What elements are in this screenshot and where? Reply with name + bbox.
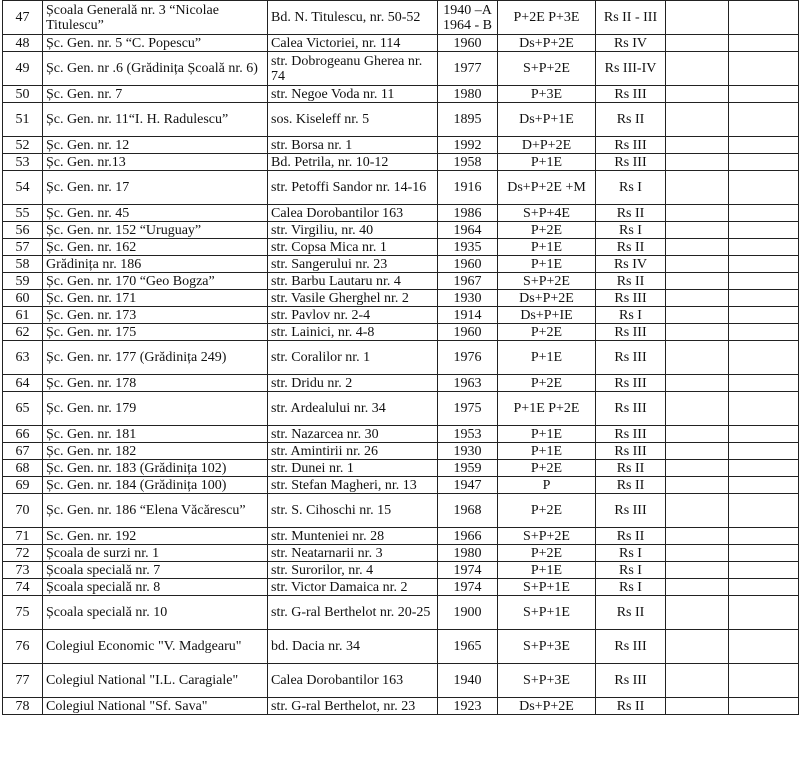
address-cell: str. Nazarcea nr. 30 — [268, 426, 438, 443]
empty-cell — [666, 52, 729, 86]
empty-cell — [666, 630, 729, 664]
school-name-cell: Șc. Gen. nr. 5 “C. Popescu” — [43, 35, 268, 52]
empty-cell — [666, 256, 729, 273]
table-row — [3, 528, 799, 545]
seismic-risk-class-cell: Rs III — [596, 630, 666, 664]
row-number-cell: 69 — [3, 477, 43, 494]
row-number-cell: 70 — [3, 494, 43, 528]
empty-cell — [729, 477, 799, 494]
address-cell: str. Ardealului nr. 34 — [268, 392, 438, 426]
building-structure-cell: P+2E — [498, 375, 596, 392]
address-cell: str. G-ral Berthelot, nr. 23 — [268, 698, 438, 715]
school-name-cell: Șc. Gen. nr. 171 — [43, 290, 268, 307]
building-structure-cell: S+P+1E — [498, 579, 596, 596]
empty-cell — [729, 290, 799, 307]
building-structure-cell: P+2E — [498, 460, 596, 477]
seismic-risk-class-cell: Rs II — [596, 698, 666, 715]
empty-cell — [729, 307, 799, 324]
table-row — [3, 392, 799, 426]
construction-year-cell: 1960 — [438, 324, 498, 341]
address-cell: str. Dunei nr. 1 — [268, 460, 438, 477]
seismic-risk-class-cell: Rs III — [596, 154, 666, 171]
seismic-risk-class-cell: Rs II — [596, 528, 666, 545]
seismic-risk-class-cell: Rs I — [596, 545, 666, 562]
table-row — [3, 1, 799, 35]
building-structure-cell: Ds+P+IE — [498, 307, 596, 324]
address-cell: str. Vasile Gherghel nr. 2 — [268, 290, 438, 307]
address-cell: str. Neatarnarii nr. 3 — [268, 545, 438, 562]
address-cell: str. Victor Damaica nr. 2 — [268, 579, 438, 596]
table-row — [3, 562, 799, 579]
empty-cell — [729, 528, 799, 545]
construction-year-cell: 1923 — [438, 698, 498, 715]
school-name-cell: Șc. Gen. nr. 177 (Grădinița 249) — [43, 341, 268, 375]
building-structure-cell: P+1E — [498, 341, 596, 375]
empty-cell — [729, 579, 799, 596]
building-structure-cell: P+1E — [498, 239, 596, 256]
empty-cell — [729, 392, 799, 426]
school-name-cell: Colegiul Economic "V. Madgearu" — [43, 630, 268, 664]
school-name-cell: Șc. Gen. nr. 170 “Geo Bogza” — [43, 273, 268, 290]
construction-year-cell: 1960 — [438, 35, 498, 52]
building-structure-cell: S+P+3E — [498, 664, 596, 698]
address-cell: str. Virgiliu, nr. 40 — [268, 222, 438, 239]
seismic-risk-class-cell: Rs II — [596, 460, 666, 477]
empty-cell — [729, 324, 799, 341]
school-name-cell: Școala specială nr. 10 — [43, 596, 268, 630]
seismic-risk-class-cell: Rs I — [596, 171, 666, 205]
construction-year-cell: 1959 — [438, 460, 498, 477]
address-cell: str. S. Cihoschi nr. 15 — [268, 494, 438, 528]
empty-cell — [729, 545, 799, 562]
address-cell: Calea Dorobantilor 163 — [268, 664, 438, 698]
empty-cell — [729, 171, 799, 205]
construction-year-cell: 1986 — [438, 205, 498, 222]
school-name-cell: Șc. Gen. nr. 11“I. H. Radulescu” — [43, 103, 268, 137]
building-structure-cell: P+1E — [498, 426, 596, 443]
seismic-risk-class-cell: Rs II — [596, 596, 666, 630]
table-row — [3, 426, 799, 443]
school-name-cell: Colegiul National "Sf. Sava" — [43, 698, 268, 715]
building-structure-cell: Ds+P+2E — [498, 698, 596, 715]
table-row — [3, 35, 799, 52]
construction-year-cell: 1930 — [438, 443, 498, 460]
school-name-cell: Șc. Gen. nr. 173 — [43, 307, 268, 324]
address-cell: Calea Dorobantilor 163 — [268, 205, 438, 222]
construction-year-cell: 1940 — [438, 664, 498, 698]
school-name-cell: Șc. Gen. nr.13 — [43, 154, 268, 171]
construction-year-cell: 1900 — [438, 596, 498, 630]
school-name-cell: Sc. Gen. nr. 192 — [43, 528, 268, 545]
seismic-risk-class-cell: Rs II — [596, 103, 666, 137]
address-cell: str. Copsa Mica nr. 1 — [268, 239, 438, 256]
row-number-cell: 47 — [3, 1, 43, 35]
table-row — [3, 341, 799, 375]
address-cell: str. Borsa nr. 1 — [268, 137, 438, 154]
table-row — [3, 443, 799, 460]
building-structure-cell: P+1E — [498, 443, 596, 460]
empty-cell — [729, 154, 799, 171]
row-number-cell: 66 — [3, 426, 43, 443]
seismic-risk-class-cell: Rs III — [596, 375, 666, 392]
construction-year-cell: 1964 — [438, 222, 498, 239]
construction-year-cell: 1976 — [438, 341, 498, 375]
seismic-risk-class-cell: Rs IV — [596, 256, 666, 273]
building-structure-cell: Ds+P+2E — [498, 35, 596, 52]
building-structure-cell: P+2E — [498, 494, 596, 528]
table-row — [3, 103, 799, 137]
row-number-cell: 75 — [3, 596, 43, 630]
empty-cell — [729, 273, 799, 290]
empty-cell — [666, 528, 729, 545]
address-cell: str. Dobrogeanu Gherea nr. 74 — [268, 52, 438, 86]
table-row — [3, 596, 799, 630]
empty-cell — [666, 290, 729, 307]
table-row — [3, 154, 799, 171]
seismic-risk-class-cell: Rs II — [596, 273, 666, 290]
school-name-cell: Șc. Gen. nr. 179 — [43, 392, 268, 426]
seismic-risk-class-cell: Rs III — [596, 494, 666, 528]
empty-cell — [666, 596, 729, 630]
empty-cell — [729, 103, 799, 137]
row-number-cell: 77 — [3, 664, 43, 698]
empty-cell — [666, 86, 729, 103]
empty-cell — [729, 205, 799, 222]
address-cell: Calea Victoriei, nr. 114 — [268, 35, 438, 52]
school-name-cell: Școala specială nr. 8 — [43, 579, 268, 596]
address-cell: str. Amintirii nr. 26 — [268, 443, 438, 460]
row-number-cell: 60 — [3, 290, 43, 307]
building-structure-cell: P+1E P+2E — [498, 392, 596, 426]
building-structure-cell: Ds+P+1E — [498, 103, 596, 137]
construction-year-cell: 1974 — [438, 562, 498, 579]
empty-cell — [729, 494, 799, 528]
seismic-risk-class-cell: Rs III — [596, 664, 666, 698]
empty-cell — [666, 324, 729, 341]
address-cell: str. Lainici, nr. 4-8 — [268, 324, 438, 341]
empty-cell — [666, 477, 729, 494]
construction-year-cell: 1935 — [438, 239, 498, 256]
school-name-cell: Șc. Gen. nr. 162 — [43, 239, 268, 256]
building-structure-cell: S+P+2E — [498, 52, 596, 86]
empty-cell — [666, 460, 729, 477]
table-row — [3, 86, 799, 103]
seismic-risk-class-cell: Rs III — [596, 392, 666, 426]
table-row — [3, 307, 799, 324]
construction-year-cell: 1963 — [438, 375, 498, 392]
row-number-cell: 59 — [3, 273, 43, 290]
school-name-cell: Șc. Gen. nr. 181 — [43, 426, 268, 443]
row-number-cell: 50 — [3, 86, 43, 103]
empty-cell — [666, 205, 729, 222]
empty-cell — [666, 698, 729, 715]
row-number-cell: 52 — [3, 137, 43, 154]
seismic-risk-class-cell: Rs II — [596, 205, 666, 222]
table-row — [3, 171, 799, 205]
school-name-cell: Șc. Gen. nr. 186 “Elena Văcărescu” — [43, 494, 268, 528]
building-structure-cell: D+P+2E — [498, 137, 596, 154]
address-cell: sos. Kiseleff nr. 5 — [268, 103, 438, 137]
row-number-cell: 63 — [3, 341, 43, 375]
empty-cell — [729, 630, 799, 664]
seismic-risk-class-cell: Rs III — [596, 426, 666, 443]
construction-year-cell: 1930 — [438, 290, 498, 307]
seismic-risk-class-cell: Rs I — [596, 562, 666, 579]
school-name-cell: Șc. Gen. nr. 178 — [43, 375, 268, 392]
seismic-risk-class-cell: Rs I — [596, 307, 666, 324]
empty-cell — [729, 426, 799, 443]
school-name-cell: Școala Generală nr. 3 “Nicolae Titulescu” — [43, 1, 268, 35]
table-body — [3, 1, 799, 715]
table-row — [3, 273, 799, 290]
seismic-risk-class-cell: Rs III — [596, 324, 666, 341]
construction-year-cell: 1966 — [438, 528, 498, 545]
table-row — [3, 375, 799, 392]
empty-cell — [729, 137, 799, 154]
empty-cell — [729, 222, 799, 239]
address-cell: str. Stefan Magheri, nr. 13 — [268, 477, 438, 494]
table-row — [3, 545, 799, 562]
building-structure-cell: S+P+1E — [498, 596, 596, 630]
empty-cell — [666, 426, 729, 443]
empty-cell — [729, 86, 799, 103]
empty-cell — [666, 171, 729, 205]
seismic-risk-class-cell: Rs IV — [596, 35, 666, 52]
row-number-cell: 51 — [3, 103, 43, 137]
row-number-cell: 76 — [3, 630, 43, 664]
row-number-cell: 65 — [3, 392, 43, 426]
seismic-risk-class-cell: Rs III-IV — [596, 52, 666, 86]
building-structure-cell: P+2E P+3E — [498, 1, 596, 35]
address-cell: str. Petoffi Sandor nr. 14-16 — [268, 171, 438, 205]
row-number-cell: 56 — [3, 222, 43, 239]
school-name-cell: Școala specială nr. 7 — [43, 562, 268, 579]
empty-cell — [666, 273, 729, 290]
table-row — [3, 460, 799, 477]
schools-seismic-risk-table — [2, 0, 799, 715]
address-cell: str. Barbu Lautaru nr. 4 — [268, 273, 438, 290]
empty-cell — [729, 35, 799, 52]
building-structure-cell: S+P+2E — [498, 528, 596, 545]
empty-cell — [666, 341, 729, 375]
empty-cell — [666, 545, 729, 562]
building-structure-cell: P+1E — [498, 154, 596, 171]
construction-year-cell: 1992 — [438, 137, 498, 154]
address-cell: str. Pavlov nr. 2-4 — [268, 307, 438, 324]
building-structure-cell: Ds+P+2E +M — [498, 171, 596, 205]
school-name-cell: Colegiul National "I.L. Caragiale" — [43, 664, 268, 698]
empty-cell — [666, 443, 729, 460]
building-structure-cell: P+2E — [498, 545, 596, 562]
row-number-cell: 71 — [3, 528, 43, 545]
construction-year-cell: 1916 — [438, 171, 498, 205]
building-structure-cell: S+P+2E — [498, 273, 596, 290]
row-number-cell: 55 — [3, 205, 43, 222]
seismic-risk-class-cell: Rs II — [596, 477, 666, 494]
empty-cell — [666, 579, 729, 596]
row-number-cell: 58 — [3, 256, 43, 273]
school-name-cell: Șc. Gen. nr. 12 — [43, 137, 268, 154]
table-row — [3, 239, 799, 256]
table-row — [3, 256, 799, 273]
row-number-cell: 62 — [3, 324, 43, 341]
empty-cell — [729, 256, 799, 273]
empty-cell — [666, 375, 729, 392]
row-number-cell: 54 — [3, 171, 43, 205]
empty-cell — [666, 103, 729, 137]
seismic-risk-class-cell: Rs III — [596, 341, 666, 375]
address-cell: Bd. Petrila, nr. 10-12 — [268, 154, 438, 171]
address-cell: str. G-ral Berthelot nr. 20-25 — [268, 596, 438, 630]
empty-cell — [729, 562, 799, 579]
seismic-risk-class-cell: Rs III — [596, 86, 666, 103]
empty-cell — [729, 664, 799, 698]
row-number-cell: 73 — [3, 562, 43, 579]
address-cell: str. Negoe Voda nr. 11 — [268, 86, 438, 103]
seismic-risk-class-cell: Rs II — [596, 239, 666, 256]
building-structure-cell: S+P+3E — [498, 630, 596, 664]
empty-cell — [729, 239, 799, 256]
construction-year-cell: 1947 — [438, 477, 498, 494]
construction-year-cell: 1960 — [438, 256, 498, 273]
empty-cell — [666, 392, 729, 426]
building-structure-cell: P+1E — [498, 256, 596, 273]
empty-cell — [729, 443, 799, 460]
table-row — [3, 290, 799, 307]
seismic-risk-class-cell: Rs II - III — [596, 1, 666, 35]
construction-year-cell: 1940 –A 1964 - B — [438, 1, 498, 35]
row-number-cell: 48 — [3, 35, 43, 52]
empty-cell — [729, 1, 799, 35]
row-number-cell: 74 — [3, 579, 43, 596]
row-number-cell: 78 — [3, 698, 43, 715]
table-row — [3, 494, 799, 528]
building-structure-cell: P — [498, 477, 596, 494]
school-name-cell: Șc. Gen. nr. 182 — [43, 443, 268, 460]
construction-year-cell: 1975 — [438, 392, 498, 426]
building-structure-cell: P+1E — [498, 562, 596, 579]
school-name-cell: Șc. Gen. nr. 175 — [43, 324, 268, 341]
school-name-cell: Școala de surzi nr. 1 — [43, 545, 268, 562]
school-name-cell: Șc. Gen. nr. 152 “Uruguay” — [43, 222, 268, 239]
seismic-risk-class-cell: Rs III — [596, 290, 666, 307]
table-row — [3, 630, 799, 664]
construction-year-cell: 1977 — [438, 52, 498, 86]
building-structure-cell: P+2E — [498, 222, 596, 239]
building-structure-cell: P+2E — [498, 324, 596, 341]
construction-year-cell: 1980 — [438, 545, 498, 562]
table-row — [3, 477, 799, 494]
construction-year-cell: 1895 — [438, 103, 498, 137]
row-number-cell: 64 — [3, 375, 43, 392]
row-number-cell: 68 — [3, 460, 43, 477]
school-name-cell: Șc. Gen. nr. 184 (Grădinița 100) — [43, 477, 268, 494]
address-cell: str. Coralilor nr. 1 — [268, 341, 438, 375]
school-name-cell: Șc. Gen. nr. 45 — [43, 205, 268, 222]
address-cell: str. Munteniei nr. 28 — [268, 528, 438, 545]
empty-cell — [729, 341, 799, 375]
table-row — [3, 664, 799, 698]
empty-cell — [666, 154, 729, 171]
construction-year-cell: 1980 — [438, 86, 498, 103]
seismic-risk-class-cell: Rs I — [596, 222, 666, 239]
empty-cell — [666, 494, 729, 528]
construction-year-cell: 1953 — [438, 426, 498, 443]
construction-year-cell: 1914 — [438, 307, 498, 324]
school-name-cell: Șc. Gen. nr. 7 — [43, 86, 268, 103]
empty-cell — [666, 562, 729, 579]
table-row — [3, 52, 799, 86]
row-number-cell: 67 — [3, 443, 43, 460]
empty-cell — [666, 35, 729, 52]
address-cell: str. Surorilor, nr. 4 — [268, 562, 438, 579]
empty-cell — [666, 222, 729, 239]
table-row — [3, 222, 799, 239]
table-row — [3, 324, 799, 341]
school-name-cell: Grădinița nr. 186 — [43, 256, 268, 273]
row-number-cell: 53 — [3, 154, 43, 171]
table-row — [3, 698, 799, 715]
table-row — [3, 137, 799, 154]
empty-cell — [666, 664, 729, 698]
table-row — [3, 205, 799, 222]
seismic-risk-class-cell: Rs III — [596, 443, 666, 460]
empty-cell — [666, 137, 729, 154]
construction-year-cell: 1967 — [438, 273, 498, 290]
address-cell: bd. Dacia nr. 34 — [268, 630, 438, 664]
row-number-cell: 72 — [3, 545, 43, 562]
empty-cell — [729, 698, 799, 715]
empty-cell — [666, 307, 729, 324]
row-number-cell: 57 — [3, 239, 43, 256]
building-structure-cell: Ds+P+2E — [498, 290, 596, 307]
address-cell: str. Sangerului nr. 23 — [268, 256, 438, 273]
seismic-risk-class-cell: Rs III — [596, 137, 666, 154]
row-number-cell: 49 — [3, 52, 43, 86]
school-name-cell: Șc. Gen. nr .6 (Grădinița Școală nr. 6) — [43, 52, 268, 86]
empty-cell — [666, 239, 729, 256]
row-number-cell: 61 — [3, 307, 43, 324]
address-cell: str. Dridu nr. 2 — [268, 375, 438, 392]
school-name-cell: Șc. Gen. nr. 183 (Grădinița 102) — [43, 460, 268, 477]
empty-cell — [729, 596, 799, 630]
construction-year-cell: 1968 — [438, 494, 498, 528]
building-structure-cell: S+P+4E — [498, 205, 596, 222]
construction-year-cell: 1974 — [438, 579, 498, 596]
construction-year-cell: 1965 — [438, 630, 498, 664]
empty-cell — [666, 1, 729, 35]
table-row — [3, 579, 799, 596]
empty-cell — [729, 52, 799, 86]
address-cell: Bd. N. Titulescu, nr. 50-52 — [268, 1, 438, 35]
construction-year-cell: 1958 — [438, 154, 498, 171]
school-name-cell: Șc. Gen. nr. 17 — [43, 171, 268, 205]
building-structure-cell: P+3E — [498, 86, 596, 103]
seismic-risk-class-cell: Rs I — [596, 579, 666, 596]
empty-cell — [729, 460, 799, 477]
empty-cell — [729, 375, 799, 392]
